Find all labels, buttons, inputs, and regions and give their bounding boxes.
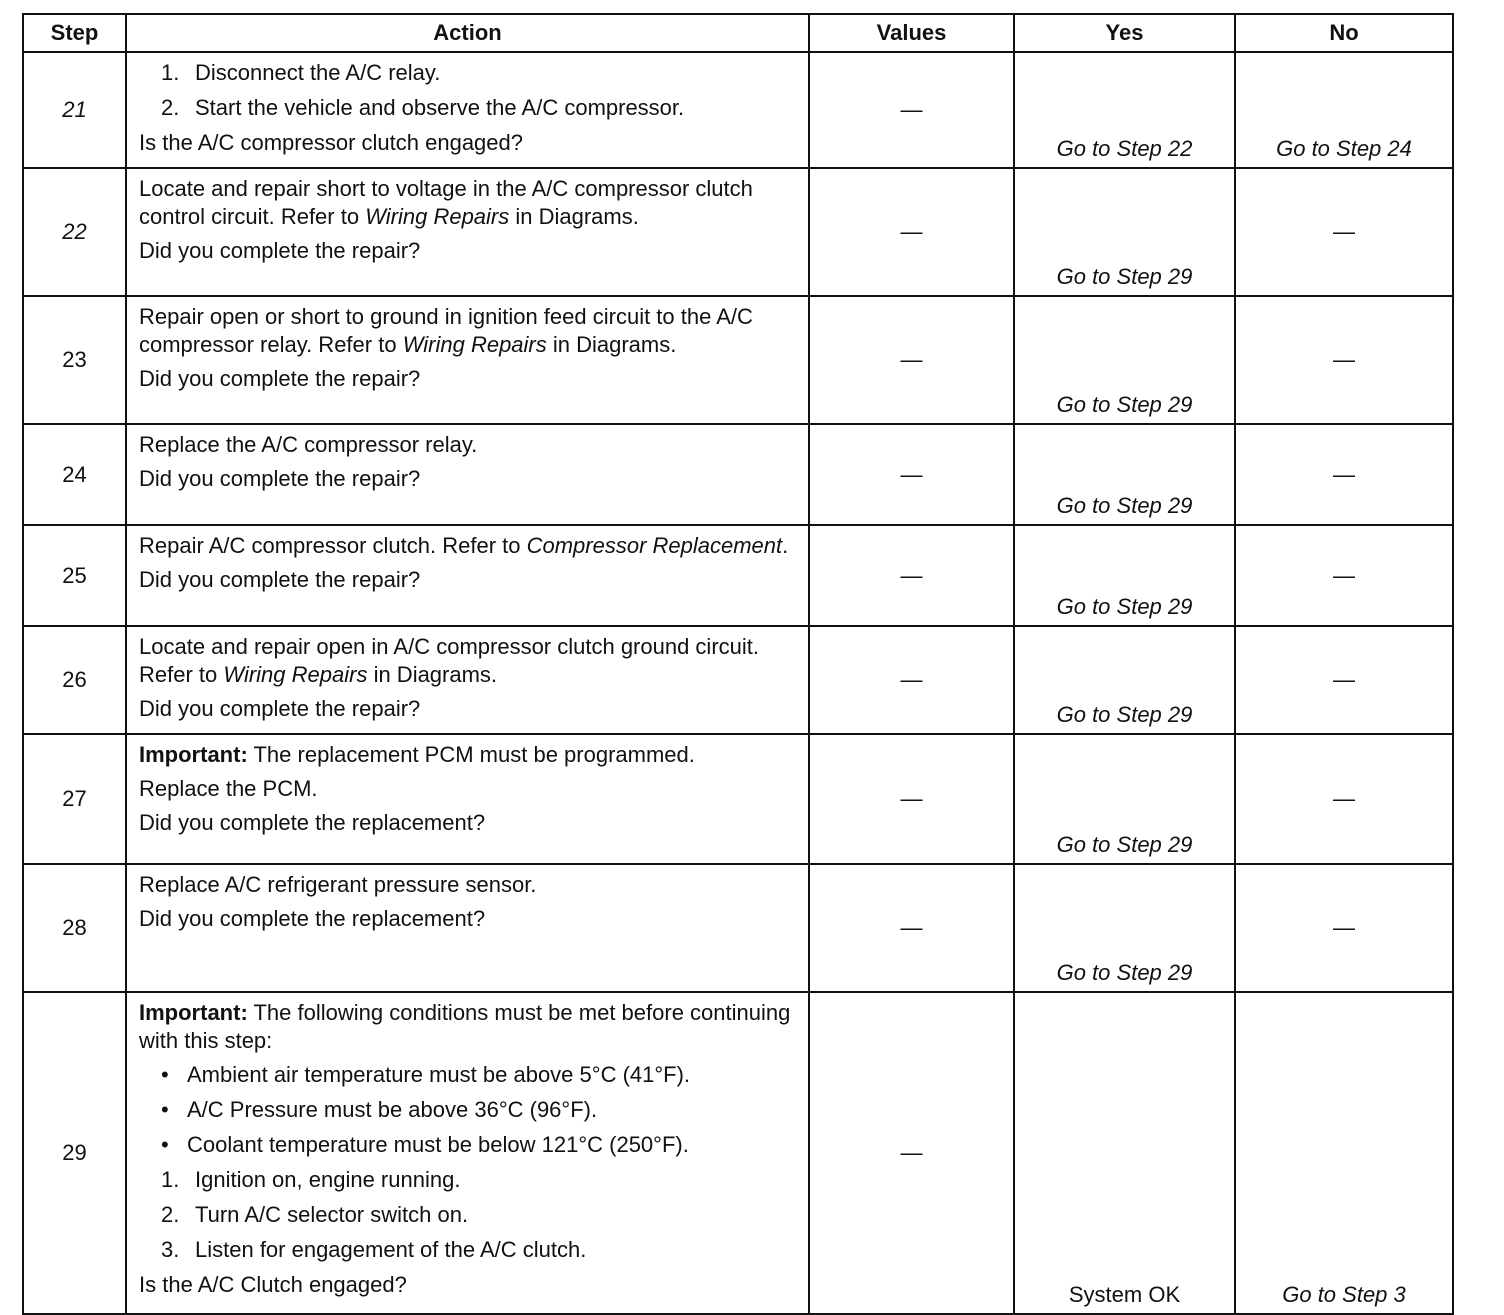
values-cell: —	[809, 296, 1014, 424]
action-text: Replace A/C refrigerant pressure sensor.	[139, 872, 537, 897]
table-row-step-28	[23, 864, 1453, 992]
yes-cell: Go to Step 29	[1014, 424, 1235, 525]
action-text	[139, 175, 798, 231]
bullet-item	[161, 1096, 798, 1124]
question-text: Did you complete the repair?	[139, 366, 421, 391]
step-number: 24	[23, 424, 126, 525]
values-cell: —	[809, 864, 1014, 992]
item-number: 1.	[161, 1167, 180, 1192]
step-number: 23	[23, 296, 126, 424]
important-label: Important:	[139, 1000, 248, 1025]
question-text: Did you complete the repair?	[139, 466, 421, 491]
action-cell	[126, 525, 809, 626]
yes-cell: Go to Step 29	[1014, 525, 1235, 626]
bullet-text: Coolant temperature must be below 121°C (250°F).	[187, 1132, 689, 1157]
values-cell: —	[809, 52, 1014, 168]
table-row-step-23	[23, 296, 1453, 424]
question-text: Did you complete the replacement?	[139, 906, 486, 931]
action-text: Replace the A/C compressor relay.	[139, 432, 478, 457]
table-row-step-25	[23, 525, 1453, 626]
no-cell: —	[1235, 168, 1453, 296]
question-text: Did you complete the repair?	[139, 238, 421, 263]
header-values: Values	[809, 14, 1014, 52]
no-cell: —	[1235, 864, 1453, 992]
table-row-step-21	[23, 52, 1453, 168]
action-cell	[126, 734, 809, 864]
action-cell	[126, 864, 809, 992]
important-text: The replacement PCM must be programmed.	[247, 742, 695, 767]
no-cell: —	[1235, 626, 1453, 734]
action-text	[139, 532, 798, 560]
table-row-step-26	[23, 626, 1453, 734]
item-text: Start the vehicle and observe the A/C compressor.	[195, 95, 685, 120]
step-number: 27	[23, 734, 126, 864]
action-text-part: .	[782, 533, 789, 558]
item-text: Ignition on, engine running.	[195, 1167, 461, 1192]
yes-cell: Go to Step 29	[1014, 296, 1235, 424]
no-cell: —	[1235, 525, 1453, 626]
diagnostic-table	[22, 13, 1454, 1315]
step-number: 22	[23, 168, 126, 296]
action-cell	[126, 52, 809, 168]
bullet-item	[161, 1131, 798, 1159]
action-text	[139, 303, 798, 359]
action-cell	[126, 626, 809, 734]
yes-cell: Go to Step 22	[1014, 52, 1235, 168]
diagnostic-table-container	[22, 13, 1452, 1307]
question-text: Is the A/C Clutch engaged?	[139, 1272, 407, 1297]
numbered-item	[161, 94, 798, 122]
important-note	[139, 999, 798, 1055]
item-text: Disconnect the A/C relay.	[195, 60, 441, 85]
action-text: Replace the PCM.	[139, 776, 318, 801]
reference-link: Wiring Repairs	[402, 332, 547, 357]
question-text: Is the A/C compressor clutch engaged?	[139, 130, 523, 155]
values-cell: —	[809, 424, 1014, 525]
yes-cell: System OK	[1014, 992, 1235, 1314]
action-text-part: in Diagrams.	[509, 204, 639, 229]
reference-link: Compressor Replacement	[526, 533, 783, 558]
action-text-part: Locate and repair open in A/C compressor clutch ground circuit. Refer to	[139, 634, 759, 687]
values-cell: —	[809, 734, 1014, 864]
numbered-item	[161, 1166, 798, 1194]
item-number: 2.	[161, 1202, 180, 1227]
bullet-icon: •	[161, 1132, 169, 1157]
no-cell: —	[1235, 734, 1453, 864]
action-text	[139, 633, 798, 689]
header-yes: Yes	[1014, 14, 1235, 52]
action-cell	[126, 992, 809, 1314]
no-cell: Go to Step 24	[1235, 52, 1453, 168]
yes-cell: Go to Step 29	[1014, 864, 1235, 992]
action-cell	[126, 424, 809, 525]
bullet-icon: •	[161, 1097, 169, 1122]
action-text-part: Locate and repair short to voltage in the A/C compressor clutch control circuit. Refer to	[139, 176, 753, 229]
yes-cell: Go to Step 29	[1014, 168, 1235, 296]
reference-link: Wiring Repairs	[365, 204, 510, 229]
item-text: Turn A/C selector switch on.	[195, 1202, 469, 1227]
table-row-step-27	[23, 734, 1453, 864]
step-number: 26	[23, 626, 126, 734]
values-cell: —	[809, 626, 1014, 734]
bullet-item	[161, 1061, 798, 1089]
important-text: The following conditions must be met before continuing with this step:	[139, 1000, 791, 1053]
numbered-item	[161, 59, 798, 87]
action-text-part: in Diagrams.	[546, 332, 677, 357]
values-cell: —	[809, 992, 1014, 1314]
table-row-step-29	[23, 992, 1453, 1314]
action-text-part: Repair A/C compressor clutch. Refer to	[139, 533, 527, 558]
reference-link: Wiring Repairs	[223, 662, 368, 687]
no-cell: Go to Step 3	[1235, 992, 1453, 1314]
bullet-text: Ambient air temperature must be above 5°C (41°F).	[187, 1062, 691, 1087]
action-text-part: in Diagrams.	[367, 662, 498, 687]
header-action: Action	[126, 14, 809, 52]
question-text: Did you complete the replacement?	[139, 810, 486, 835]
header-row	[23, 14, 1453, 52]
numbered-item	[161, 1201, 798, 1229]
action-cell	[126, 296, 809, 424]
bullet-text: A/C Pressure must be above 36°C (96°F).	[187, 1097, 598, 1122]
step-number: 28	[23, 864, 126, 992]
item-number: 1.	[161, 60, 180, 85]
header-step: Step	[23, 14, 126, 52]
important-label: Important:	[139, 742, 248, 767]
values-cell: —	[809, 525, 1014, 626]
table-row-step-24	[23, 424, 1453, 525]
yes-cell: Go to Step 29	[1014, 734, 1235, 864]
step-number: 29	[23, 992, 126, 1314]
yes-cell: Go to Step 29	[1014, 626, 1235, 734]
numbered-item	[161, 1236, 798, 1264]
step-number: 25	[23, 525, 126, 626]
item-number: 3.	[161, 1237, 180, 1262]
table-row-step-22	[23, 168, 1453, 296]
step-number: 21	[23, 52, 126, 168]
no-cell: —	[1235, 296, 1453, 424]
action-cell	[126, 168, 809, 296]
item-number: 2.	[161, 95, 180, 120]
important-note	[139, 741, 798, 769]
values-cell: —	[809, 168, 1014, 296]
item-text: Listen for engagement of the A/C clutch.	[195, 1237, 587, 1262]
question-text: Did you complete the repair?	[139, 567, 421, 592]
question-text: Did you complete the repair?	[139, 696, 421, 721]
header-no: No	[1235, 14, 1453, 52]
no-cell: —	[1235, 424, 1453, 525]
action-text-part: Repair open or short to ground in ignition feed circuit to the A/C compressor relay. Refer to	[139, 304, 753, 357]
bullet-icon: •	[161, 1062, 169, 1087]
